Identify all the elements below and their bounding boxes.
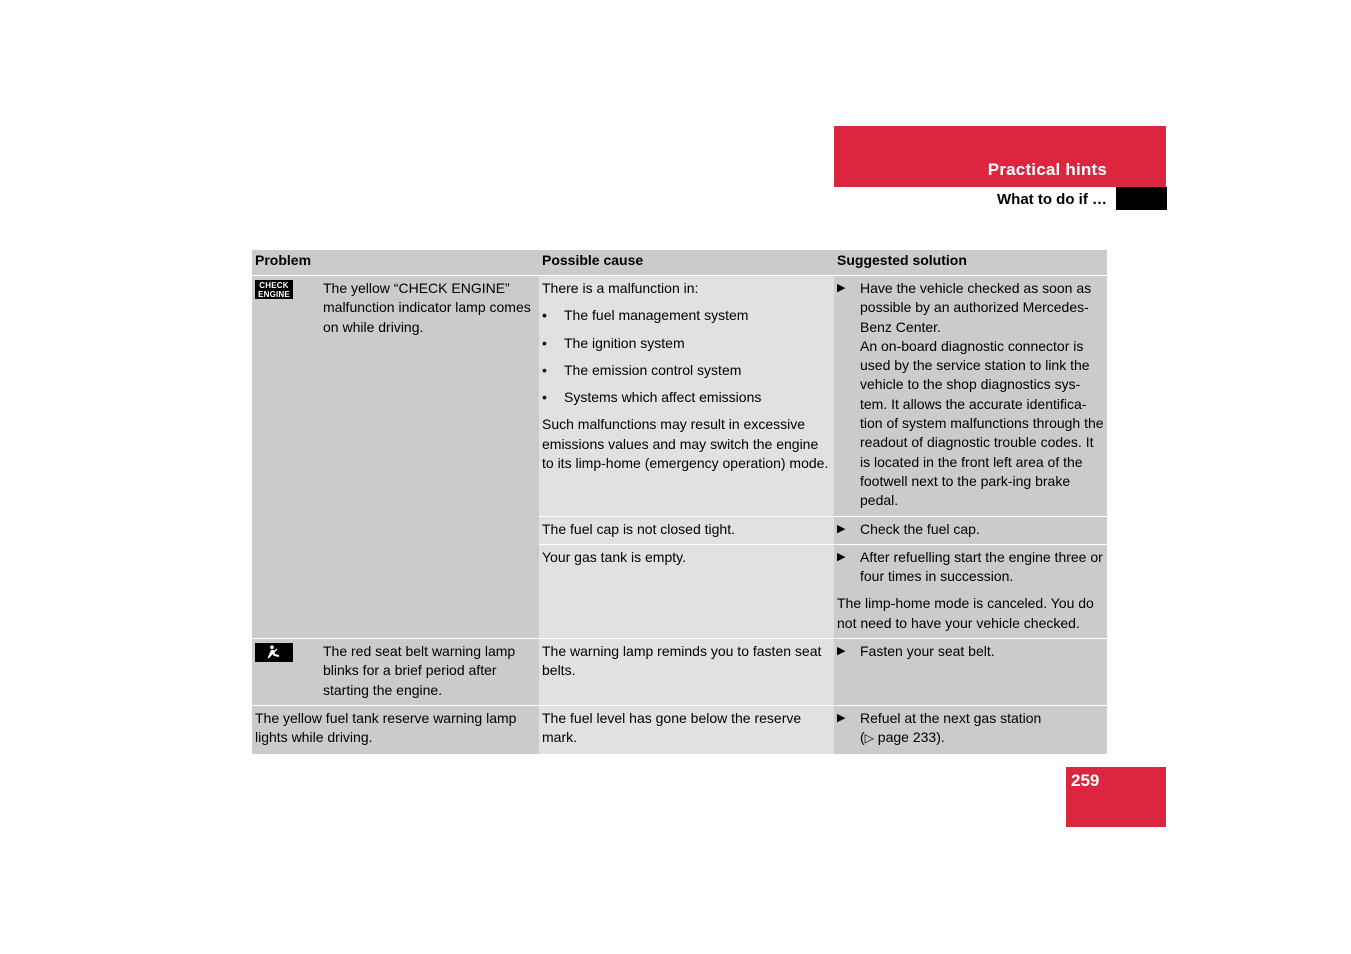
- page-number: 259: [1071, 771, 1100, 790]
- column-header-cause: Possible cause: [539, 250, 834, 276]
- step-arrow-icon: ▶: [837, 522, 846, 535]
- problem-text: The yellow “CHECK ENGINE” malfunction indicator lamp comes on while driving.: [323, 280, 531, 335]
- page-number-block: [1066, 767, 1166, 827]
- list-item: • Systems which affect emissions: [542, 388, 831, 407]
- problem-cell-seat-belt: [252, 639, 539, 706]
- page-ref-arrow-icon: ▷: [864, 731, 874, 746]
- page-reference: (▷ page 233).: [860, 729, 945, 746]
- solution-text: After refuelling start the engine three or four times in succession.: [860, 548, 1103, 585]
- solution-text: Check the fuel cap.: [860, 520, 980, 537]
- table-header-row: [252, 250, 1107, 276]
- step-arrow-icon: ▶: [837, 550, 846, 563]
- cause-outro: Such malfunctions may result in excessive emissions values and may switch the engine to its limp-home (emergency operation) mode.: [542, 416, 829, 472]
- section-header-bar: [834, 126, 1166, 187]
- step-arrow-icon: ▶: [837, 711, 846, 724]
- problem-cell-check-engine: [252, 276, 539, 639]
- cause-cell: The warning lamp reminds you to fasten seat belts.: [539, 639, 834, 706]
- section-title: Practical hints: [987, 160, 1107, 179]
- bullet-icon: •: [542, 307, 547, 324]
- solution-note: The limp-home mode is canceled. You do not need to have your vehicle checked.: [837, 595, 1094, 631]
- problem-text: The red seat belt warning lamp blinks for a brief period after starting the engine.: [323, 643, 516, 698]
- seat-belt-icon: [255, 643, 293, 662]
- cause-intro: There is a malfunction in:: [542, 280, 699, 296]
- solution-text: Have the vehicle checked as soon as possible by an authorized Mercedes-Benz Center.: [860, 280, 1092, 335]
- solution-cell: [834, 276, 1107, 517]
- solution-cell: [834, 705, 1107, 754]
- list-item: • The ignition system: [542, 334, 831, 353]
- step-arrow-icon: ▶: [837, 645, 846, 658]
- problem-cell-fuel-reserve: The yellow fuel tank reserve warning lamp lights while driving.: [252, 705, 539, 754]
- table-row: [252, 639, 1107, 706]
- solution-cell: [834, 544, 1107, 638]
- cause-cell: Your gas tank is empty.: [539, 544, 834, 638]
- solution-detail: An on-board diagnostic connector is used by the service station to link the vehicle to the shop diagnostics sys-tem. It allows the accurate identifica-tion of system malfunctions through the readout of diagnostic trouble codes. It is located in the front left area of the footwell next to the park-ing brake pedal.: [860, 337, 1104, 509]
- troubleshooting-table: [252, 250, 1107, 755]
- table-row: [252, 705, 1107, 754]
- check-engine-icon: CHECK ENGINE: [255, 280, 293, 299]
- solution-text: Refuel at the next gas station: [860, 709, 1042, 726]
- solution-cell: [834, 516, 1107, 544]
- cause-cell: The fuel cap is not closed tight.: [539, 516, 834, 544]
- bullet-icon: •: [542, 389, 547, 406]
- list-item: • The fuel management system: [542, 306, 831, 325]
- subsection-title: What to do if …: [997, 191, 1107, 208]
- bullet-icon: •: [542, 361, 547, 378]
- solution-cell: [834, 639, 1107, 706]
- step-arrow-icon: ▶: [837, 282, 846, 294]
- column-header-problem: Problem: [252, 250, 539, 276]
- table-row: [252, 276, 1107, 517]
- cause-cell: [539, 276, 834, 517]
- cause-cell: The fuel level has gone below the reserve mark.: [539, 705, 834, 754]
- solution-text: Fasten your seat belt.: [860, 643, 995, 660]
- column-header-solution: Suggested solution: [834, 250, 1107, 276]
- thumb-tab: [1116, 187, 1167, 210]
- bullet-icon: •: [542, 334, 547, 351]
- list-item: • The emission control system: [542, 361, 831, 380]
